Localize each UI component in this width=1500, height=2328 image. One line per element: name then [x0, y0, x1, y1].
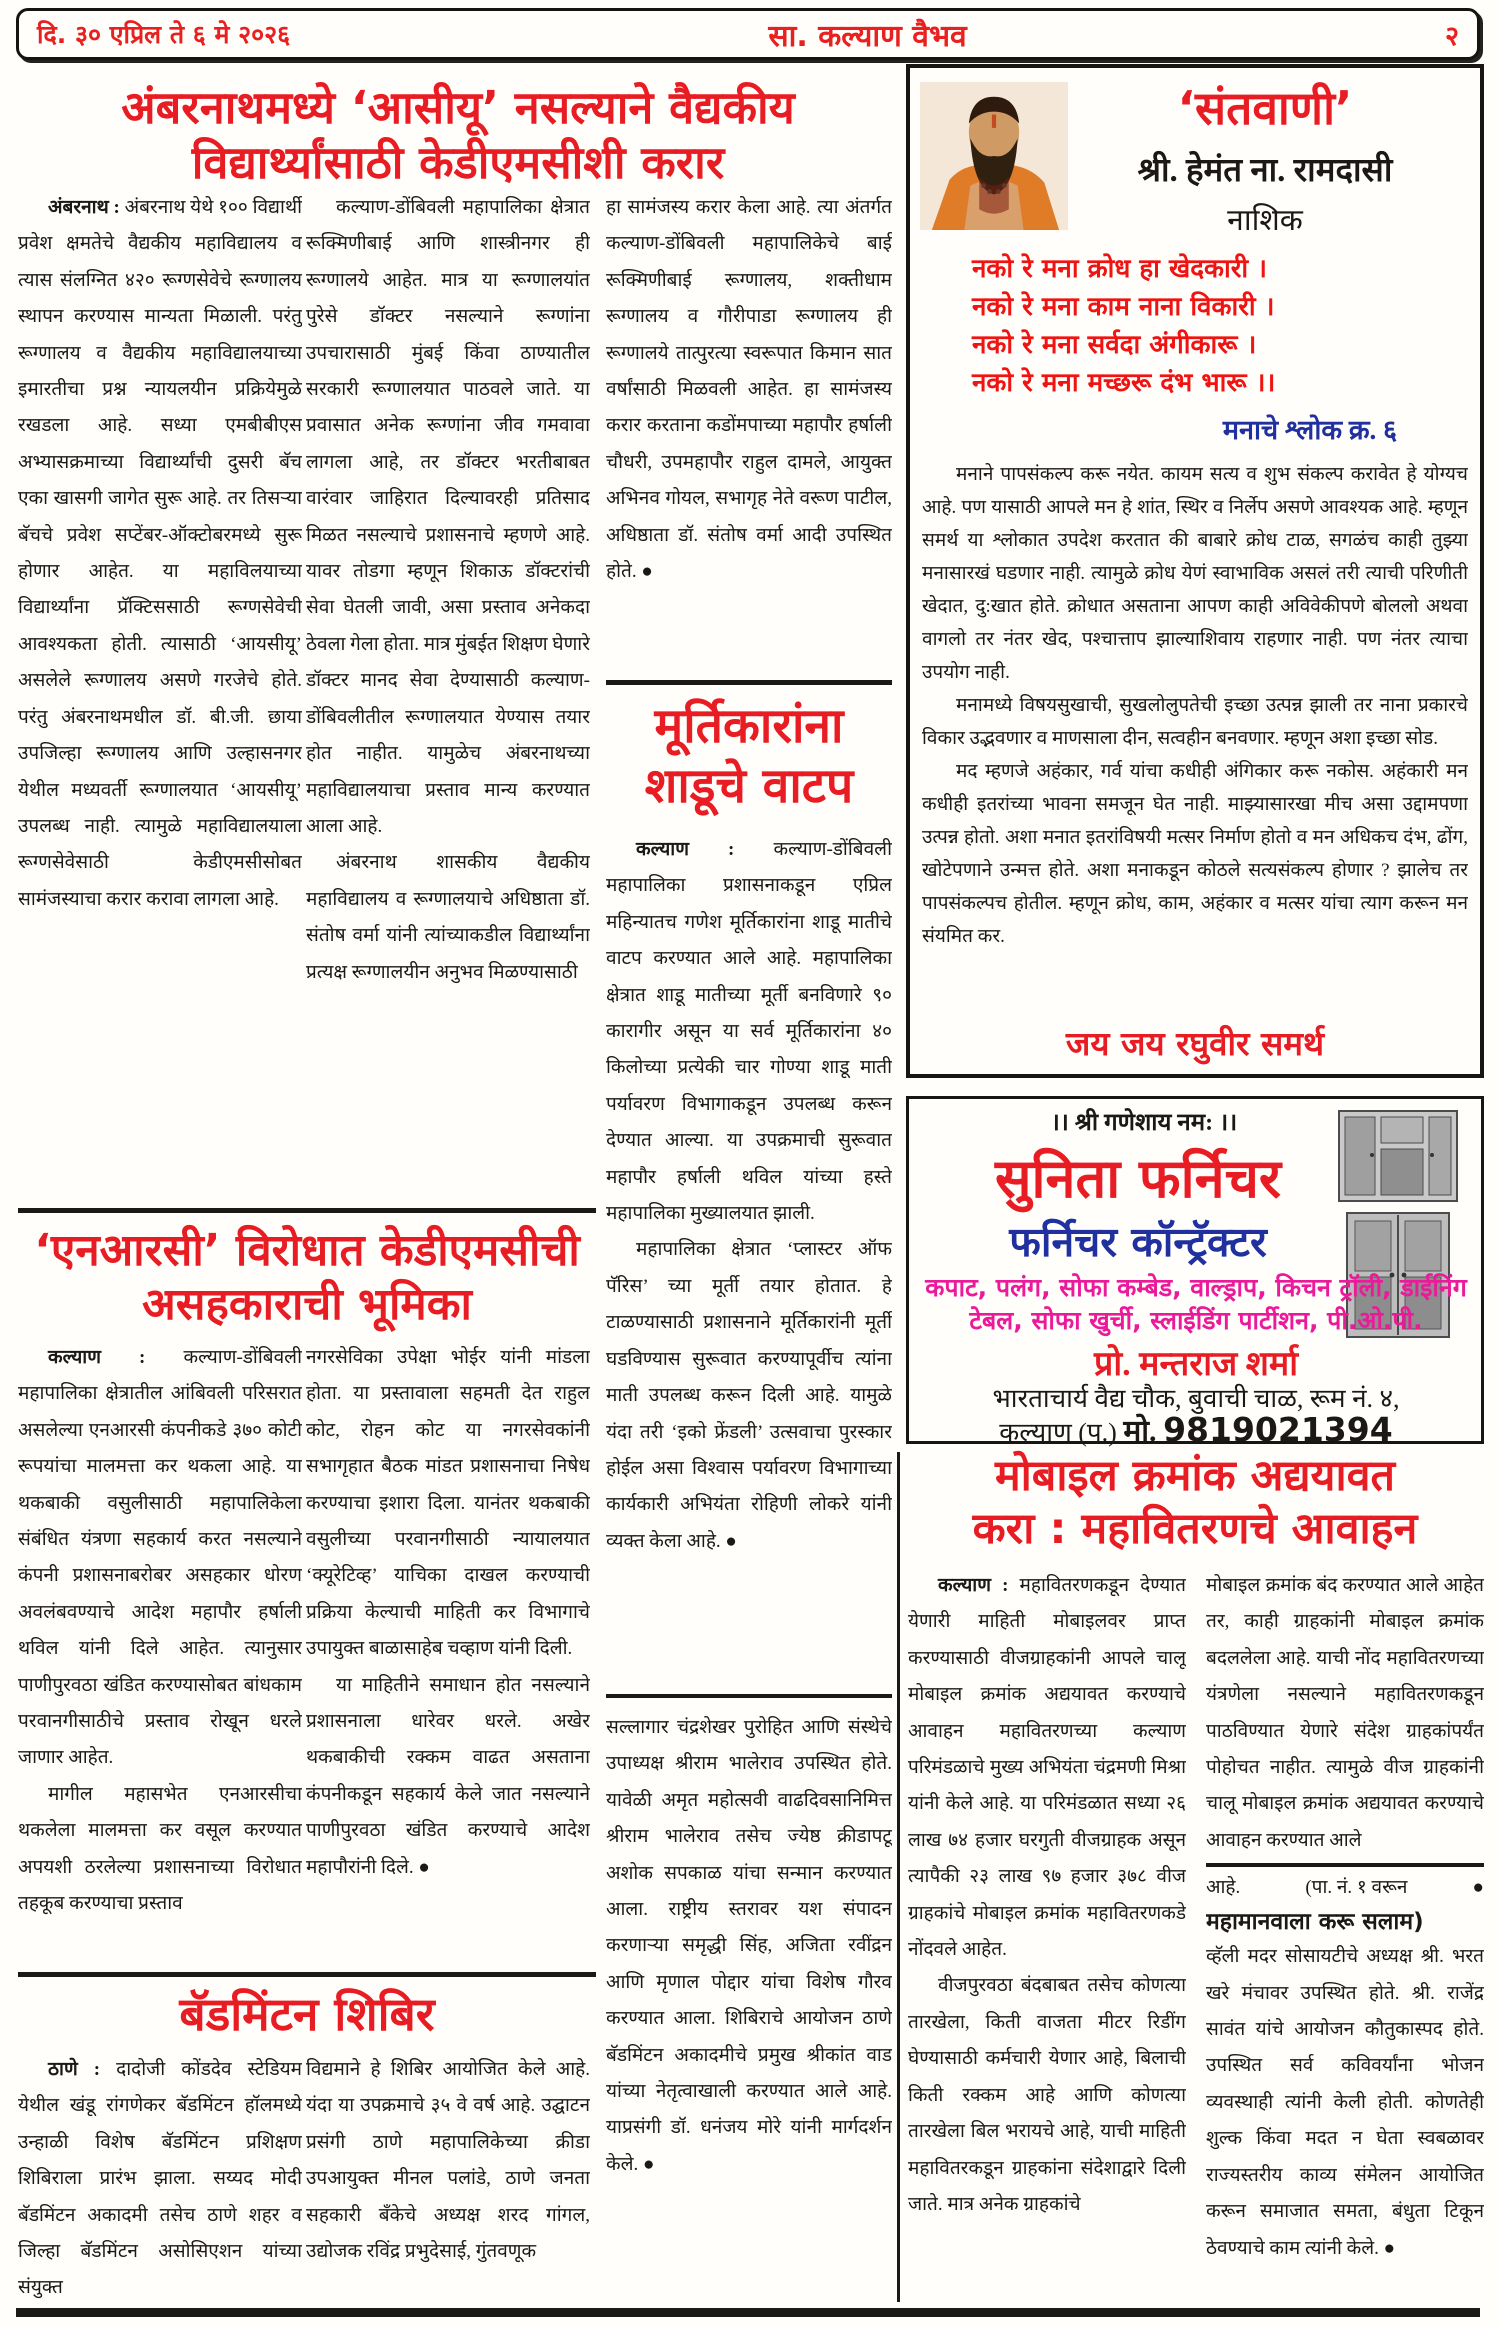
- santvani-para3: मद म्हणजे अहंकार, गर्व यांचा कधीही अंगिकार करू नकोस. अहंकारी मन कधीही इतरांच्या भावना समजून घेत नाही. माझ्यासारखा मीच असा उद्दामपणा उत्पन्न होतो. अशा मनात इतरांविषयी मत्सर निर्माण होतो व मन अधिकच दंभ, ढोंग, खोटेपणाने उन्मत्त होते. अशा मनाकडून कोठले सत्यसंकल्प होणार ? झालेच तर पापसंकल्पच होतील. म्हणून क्रोध, काम, अहंकार व मत्सर यांचा त्याग करून मन संयमित कर.: [922, 761, 1468, 947]
- rule-below-murti: [606, 1694, 892, 1698]
- furniture-ad: [906, 1096, 1484, 1449]
- mahavitaran-headline-line1: मोबाइल क्रमांक अद्ययावत: [994, 1451, 1396, 1501]
- badminton-continuation-text: सल्लागार चंद्रशेखर पुरोहित आणि संस्थेचे उपाध्यक्ष श्रीराम भालेराव उपस्थित होते. यावेळी अमृत महोत्सवी वाढदिवसानिमित्त श्रीराम भालेराव तसेच ज्येष्ठ क्रीडापटू अशोक सपकाळ यांचा सन्मान करण्यात आला. राष्ट्रीय स्तरावर यश संपादन करणाऱ्या समृद्धी सिंह, अजिता रवींद्रन आणि मृणाल पोद्दार यांचा विशेष गौरव करण्यात आला. शिबिराचे आयोजन ठाणे बॅडमिंटन अकादमीचे प्रमुख श्रीकांत वाड यांच्या नेतृत्वाखाली करण्यात आले आहे. याप्रसंगी डॉ. धनंजय मोरे यांनी मार्गदर्शन केले. ●: [606, 1717, 892, 2175]
- vertical-divider: [897, 1452, 900, 2302]
- continued-from-line: [1206, 1871, 1484, 1905]
- mahavitaran-dateline: कल्याण :: [938, 1575, 1020, 1596]
- kdmc-col2-para2: अंबरनाथ शासकीय वैद्यकीय महाविद्यालय व रूग्णालयाचे अधिष्ठाता डॉ. संतोष वर्मा यांनी त्यांच्याकडील विद्यार्थ्यांना प्रत्यक्ष रूग्णालयीन अनुभव मिळण्यासाठी: [306, 852, 590, 983]
- murti-headline: [606, 696, 892, 816]
- verse-line-1: नको रे मना क्रोध हा खेदकारी ।: [972, 254, 1268, 284]
- santvani-closing: जय जय रघुवीर समर्थ: [1065, 1024, 1325, 1063]
- nrc-headline-line2: असहकाराची भूमिका: [142, 1279, 472, 1330]
- kdmc-headline-line2: विद्यार्थ्यांसाठी केडीएमसीशी करार: [191, 136, 725, 189]
- saint-portrait-illustration: [920, 82, 1068, 230]
- page-bottom-rule: [16, 2308, 1480, 2317]
- furniture-items: [917, 1271, 1475, 1337]
- furniture-city: कल्याण (प.): [999, 1418, 1117, 1447]
- verse-line-4: नको रे मना मच्छरू दंभ भारू ।।: [972, 368, 1276, 398]
- furniture-phone-label: मो.: [1123, 1415, 1157, 1448]
- kdmc-col2-para1: कल्याण-डोंबिवली महापालिका क्षेत्रात रूक्मिणीबाई आणि शास्त्रीनगर ही रूग्णालये आहेत. मात्र या रूग्णालयांत पुरेसे डॉक्टर नसल्याने रूग्णांना उपचारासाठी मुंबई किंवा ठाण्यातील सरकारी रूग्णालयात पाठवले जाते. या प्रवासात अनेक रूग्णांना जीव गमवावा लागला आहे, तर डॉक्टर भरतीबाबत वारंवार जाहिरात दिल्यावरही प्रतिसाद मिळत नसल्याचे प्रशासनाचे म्हणणे आहे. यावर तोडगा म्हणून शिकाऊ डॉक्टरांची सेवा घेतली जावी, असा प्रस्ताव अनेकदा ठेवला गेला होता. मात्र मुंबईत शिक्षण घेणारे डॉक्टर मानद सेवा देण्यासाठी कल्याण-डोंबिवलीतील रूग्णालयात येण्यास तयार होत नाहीत. यामुळेच अंबरनाथच्या महाविद्यालयाचा प्रस्ताव मान्य करण्यात आला आहे.: [306, 197, 590, 837]
- masthead: [16, 8, 1480, 60]
- furniture-tagline: फर्निचर कॉन्ट्रॅक्टर: [1009, 1218, 1267, 1266]
- kdmc-article-column-2: [306, 190, 590, 1182]
- santvani-shloka-ref: मनाचे श्लोक क्र. ६: [1222, 415, 1398, 445]
- santvani-box: [906, 64, 1484, 1078]
- saint-portrait-image: [920, 82, 1068, 230]
- nrc-headline-line1: ‘एनआरसी’ विरोधात केडीएमसीची: [34, 1225, 580, 1276]
- santvani-para1: मनाने पापसंकल्प करू नयेत. कायम सत्य व शुभ संकल्प करावेत हे योग्यच आहे. पण यासाठी आपले मन हे शांत, स्थिर व निर्लेप असणे आवश्यक आहे. म्हणून समर्थ या श्लोकात उपदेश करतात की बाबारे क्रोध टाळ, सगळंच काही तुझ्या मनासारखं घडणार नाही. त्यामुळे क्रोध येणं स्वाभाविक असलं तरी त्याची परिणीती खेदात, दु:खात होते. क्रोधात असताना आपण काही अविवेकीपणे बोललो अथवा वागलो तर नंतर खेद, पश्चात्ताप झाल्याशिवाय राहणार नाही. पण नंतर त्याचा उपयोग नाही.: [922, 464, 1468, 683]
- kdmc-col1-text: अंबरनाथ येथे १०० विद्यार्थी प्रवेश क्षमतेचे वैद्यकीय महाविद्यालय व त्यास संलग्नित ४२० रूग्णसेवेचे रूग्णालय स्थापन करण्यास मान्यता मिळाली. परंतु रूग्णालय व वैद्यकीय महाविद्यालयाच्या इमारतीचा प्रश्न न्यायलयीन प्रक्रियेमुळे रखडला आहे. सध्या एमबीबीएस अभ्यासक्रमाच्या विद्यार्थ्यांची दुसरी बॅच एका खासगी जागेत सुरू आहे. तर तिसऱ्या बॅचचे प्रवेश सप्टेंबर-ऑक्टोबरमध्ये सुरू होणार आहेत. या महाविलयाच्या विद्यार्थ्यांना प्रॅक्टिससाठी रूग्णसेवेची आवश्यकता होती. त्यासाठी ‘आयसीयू’ असलेले रूग्णालय असणे गरजेचे होते. परंतु अंबरनाथमधील डॉ. बी.जी. छाया उपजिल्हा रूग्णालय आणि उल्हासनगर येथील मध्यवर्ती रूग्णालयात ‘आयसीयू’ उपलब्ध नाही. त्यामुळे महाविद्यालयाला रूग्णसेवेसाठी केडीएमसीसोबत सामंजस्याचा करार करावा लागला आहे.: [18, 197, 302, 910]
- badminton-column-1: [18, 2052, 302, 2302]
- mahavitaran-column-2: [1206, 1568, 1484, 2302]
- furniture-invocation: ।। श्री गणेशाय नम: ।।: [1050, 1110, 1238, 1136]
- nrc-dateline: कल्याण :: [48, 1347, 184, 1368]
- mahavitaran-headline-line2: करा : महावितरणचे आवाहन: [972, 1504, 1418, 1554]
- badminton-column-2: [306, 2052, 590, 2302]
- furniture-shop-name: सुनिता फर्निचर: [995, 1147, 1281, 1210]
- nrc-article-headline: [18, 1224, 596, 1332]
- nrc-col2-para2: या माहितीने समाधान होत नसल्याने प्रशासनाला धारेवर धरले. अखेर थकबाकीची रक्कम वाढत असताना कंपनीकडून सहकार्य केले जात नसल्याने पाणीपुरवठा खंडित करण्याचे आदेश महापौरांनी दिले. ●: [306, 1674, 590, 1878]
- murti-dateline: कल्याण :: [636, 839, 774, 860]
- badminton-col1-text: दादोजी कोंडदेव स्टेडियम येथील खंडू रांगणेकर बॅडमिंटन हॉलमध्ये उन्हाळी विशेष बॅडमिंटन प्रशिक्षण शिबिराला प्रारंभ झाला. सय्यद मोदी बॅडमिंटन अकादमी तसेच ठाणे शहर व जिल्हा बॅडमिंटन असोसिएशन यांच्या संयुक्त: [18, 2059, 302, 2299]
- mahamanav-subhead: महामानवाला करू सलाम): [1206, 1909, 1424, 1936]
- mahavitaran-column-1: [908, 1568, 1186, 2302]
- furniture-phone-line: [917, 1409, 1475, 1450]
- nrc-col2-para1: नगरसेविका उपेक्षा भोईर यांनी मांडला होता. या प्रस्तावाला सहमती देत राहुल कोट, रोहन कोट या नगरसेवकांनी सभागृहात बैठक मांडत प्रशासनाचा निषेध करण्याचा इशारा दिला. यानंतर थकबाकी वसुलीच्या परवानगीसाठी न्यायालयात ‘क्यूरेटिव्ह’ याचिका दाखल करण्याची प्रक्रिया केल्याची माहिती कर विभागाचे उपायुक्त बाळासाहेब चव्हाण यांनी दिली.: [306, 1347, 590, 1660]
- badminton-dateline: ठाणे :: [48, 2059, 117, 2080]
- santvani-para2: मनामध्ये विषयसुखाची, सुखलोलुपतेची इच्छा उत्पन्न झाली तर नाना प्रकारचे विकार उद्भवणार व माणसाला दीन, सत्वहीन बनवणार. म्हणून अशा इच्छा सोड.: [922, 695, 1468, 749]
- murti-headline-line2: शाडूचे वाटप: [644, 758, 854, 814]
- mahamanav-body: व्हॅली मदर सोसायटीचे अध्यक्ष श्री. भरत खरे मंचावर उपस्थित होते. श्री. राजेंद्र सावंत यांचे आयोजन कौतुकास्पद होते. उपस्थित सर्व कविवर्यांना भोजन व्यवस्थाही त्यांनी केली होती. कोणतेही शुल्क किंवा मदत न घेता स्वबळावर राज्यस्तरीय काव्य संमेलन आयोजित करून समाजात समता, बंधुता टिकून ठेवण्याचे काम त्यांनी केले. ●: [1206, 1946, 1484, 2259]
- mahavitaran-headline: [906, 1450, 1484, 1556]
- mahavitaran-col1-para1: महावितरणकडून देण्यात येणारी माहिती मोबाइलवर प्राप्त करण्यासाठी वीजग्राहकांनी आपले चालू मोबाइल क्रमांक अद्ययावत करण्याचे आवाहन महावितरणच्या कल्याण परिमंडळाचे मुख्य अभियंता चंद्रमणी मिश्रा यांनी केले आहे. या परिमंडळात सध्या २६ लाख ७४ हजार घरगुती वीजग्राहक असून त्यापैकी २३ लाख ९७ हजार ३७८ वीज ग्राहकांचे मोबाइल क्रमांक महावितरणकडे नोंदवले आहेत.: [908, 1575, 1186, 1961]
- kdmc-article-column-3: [606, 190, 892, 662]
- rule-above-badminton: [18, 1972, 596, 1977]
- santvani-author: श्री. हेमंत ना. रामदासी: [1137, 153, 1393, 189]
- furniture-items-line2: टेबल, सोफा खुर्ची, स्लाईडिंग पार्टीशन, पी.ओ.पी.: [969, 1306, 1423, 1335]
- furniture-proprietor: प्रो. मन्तराज शर्मा: [1093, 1346, 1299, 1383]
- santvani-verses: [972, 250, 1422, 402]
- santvani-body: [922, 458, 1468, 1014]
- rule-above-murti: [606, 680, 892, 685]
- santvani-city: नाशिक: [1227, 204, 1303, 237]
- murti-article-body: [606, 832, 892, 1690]
- continued-from-note: (पा. नं. १ वरून: [1305, 1877, 1408, 1899]
- badminton-continuation-column: [606, 1710, 892, 2302]
- mahavitaran-tail-word: आहे.: [1206, 1877, 1241, 1899]
- masthead-date: दि. ३० एप्रिल ते ६ मे २०२६: [37, 20, 291, 49]
- verse-line-3: नको रे मना सर्वदा अंगीकारू ।: [972, 330, 1257, 360]
- nrc-article-column-1: [18, 1340, 302, 1968]
- mahavitaran-col1-para2: वीजपुरवठा बंदबाबत तसेच कोणत्या तारखेला, किती वाजता मीटर रिडींग घेण्यासाठी कर्मचारी येणार आहे, बिलाची किती रक्कम आहे आणि कोणत्या तारखेला बिल भरायचे आहे, याची माहिती महावितरकडून ग्राहकांना संदेशाद्वारे दिली जाते. मात्र अनेक ग्राहकांचे: [908, 1975, 1186, 2215]
- furniture-address: भारताचार्य वैद्य चौक, बुवाची चाळ, रूम नं. ४,: [992, 1384, 1400, 1413]
- mahavitaran-col2-para1: मोबाइल क्रमांक बंद करण्यात आले आहेत तर, काही ग्राहकांनी मोबाइल क्रमांक बदललेला आहे. याची नोंद महावितरणच्या यंत्रणेला नसल्याने महावितरणकडून पाठविण्यात येणारे संदेश ग्राहकांपर्यंत पोहोचत नाहीत. त्यामुळे वीज ग्राहकांनी चालू मोबाइल क्रमांक अद्ययावत करण्याचे आवाहन करण्यात आले: [1206, 1575, 1484, 1851]
- badminton-headline: बॅडमिंटन शिबिर: [179, 1987, 435, 2041]
- rule-above-continued-item: [1206, 1863, 1484, 1867]
- furniture-phone-number: 9819021394: [1163, 1410, 1393, 1449]
- santvani-title: ‘संतवाणी’: [1177, 81, 1353, 135]
- nrc-col1-para1: कल्याण-डोंबिवली महापालिका क्षेत्रातील आंबिवली परिसरात असलेल्या एनआरसी कंपनीकडे ३७० कोटी रूपयांचा मालमत्ता कर थकला आहे. या थकबाकी वसुलीसाठी महापालिकेला संबंधित यंत्रणा सहकार्य करत नसल्याने कंपनी प्रशासनाबरोबर असहकार धोरण अवलंबवण्याचे आदेश महापौर हर्षाली थविल यांनी दिले आहेत. त्यानुसार पाणीपुरवठा खंडित करण्यासोबत बांधकाम परवानगीसाठीचे प्रस्ताव रोखून धरले जाणार आहेत.: [18, 1347, 302, 1769]
- kdmc-col3-para: हा सामंजस्य करार केला आहे. त्या अंतर्गत कल्याण-डोंबिवली महापालिकेचे बाई रूक्मिणीबाई रूग्णालय, शक्तीधाम रूग्णालय व गौरीपाडा रूग्णालय ही रूग्णालये तात्पुरत्या स्वरूपात किमान सात वर्षांसाठी मिळवली आहेत. हा सामंजस्य करार करताना कडोंमपाच्या महापौर हर्षाली चौधरी, उपमहापौर राहुल दामले, आयुक्त अभिनव गोयल, सभागृह नेते वरूण पाटील, अधिष्ठाता डॉ. संतोष वर्मा आदी उपस्थित होते. ●: [606, 197, 892, 583]
- nrc-col1-para2: मागील महासभेत एनआरसीचा थकलेला मालमत्ता कर वसूल करण्यात अपयशी ठरलेल्या प्रशासनाच्या विरोधात तहकूब करण्याचा प्रस्ताव: [18, 1783, 302, 1915]
- masthead-title: सा. कल्याण वैभव: [768, 18, 967, 54]
- kdmc-dateline: अंबरनाथ :: [48, 197, 125, 218]
- murti-headline-line1: मूर्तिकारांना: [654, 698, 844, 754]
- nrc-article-column-2: [306, 1340, 590, 1968]
- badminton-col2-text: विद्यमाने हे शिबिर आयोजित केले आहे. यंदा या उपक्रमाचे ३५ वे वर्ष आहे. उद्घाटन प्रसंगी ठाणे महापालिकेच्या क्रीडा उपआयुक्त मीनल पलांडे, ठाणे जनता सहकारी बँकेचे अध्यक्ष शरद गांगल, उद्योजक रविंद्र प्रभुदेसाई, गुंतवणूक: [306, 2059, 590, 2263]
- verse-line-2: नको रे मना काम नाना विकारी ।: [972, 292, 1275, 322]
- kdmc-headline-line1: अंबरनाथमध्ये ‘आसीयू’ नसल्याने वैद्यकीय: [121, 81, 795, 134]
- furniture-items-line1: कपाट, पलंग, सोफा कम्बेड, वाल्ड्राप, किचन ट्रॉली, डाईनिंग: [925, 1273, 1467, 1302]
- murti-para2: महापालिका क्षेत्रात ‘प्लास्टर ऑफ पॅरिस’ च्या मूर्ती तयार होतात. हे टाळण्यासाठी प्रशासनाने मूर्तिकारांनी मूर्ती घडविण्यास सुरूवात करण्यापूर्वीच त्यांना माती उपलब्ध करून दिली आहे. यामुळे यंदा तरी ‘इको फ्रेंडली’ उत्सवाचा पुरस्कार होईल असा विश्वास पर्यावरण विभागाच्या कार्यकारी अभियंता रोहिणी लोकरे यांनी व्यक्त केला आहे. ●: [606, 1239, 892, 1552]
- murti-para1: कल्याण-डोंबिवली महापालिका प्रशासनाकडून एप्रिल महिन्यातच गणेश मूर्तिकारांना शाडू मातीचे वाटप करण्यात आले आहे. महापालिका क्षेत्रात शाडू मातीच्या मूर्ती बनविणारे ९० कारागीर असून या सर्व मूर्तिकारांना ४० किलोच्या प्रत्येकी चार गोण्या शाडू माती पर्यावरण विभागाकडून उपलब्ध करून देण्यात आल्या. या उपक्रमाची सुरूवात महापौर हर्षाली थविल यांच्या हस्ते महापालिका मुख्यालयात झाली.: [606, 839, 892, 1225]
- rule-above-nrc: [18, 1208, 596, 1213]
- end-bullet: ●: [1472, 1877, 1484, 1899]
- kdmc-article-headline: [18, 80, 898, 190]
- masthead-page-number: २: [1444, 20, 1459, 52]
- wardrobe-unit-icon: [1337, 1109, 1459, 1203]
- kdmc-article-column-1: [18, 190, 302, 1182]
